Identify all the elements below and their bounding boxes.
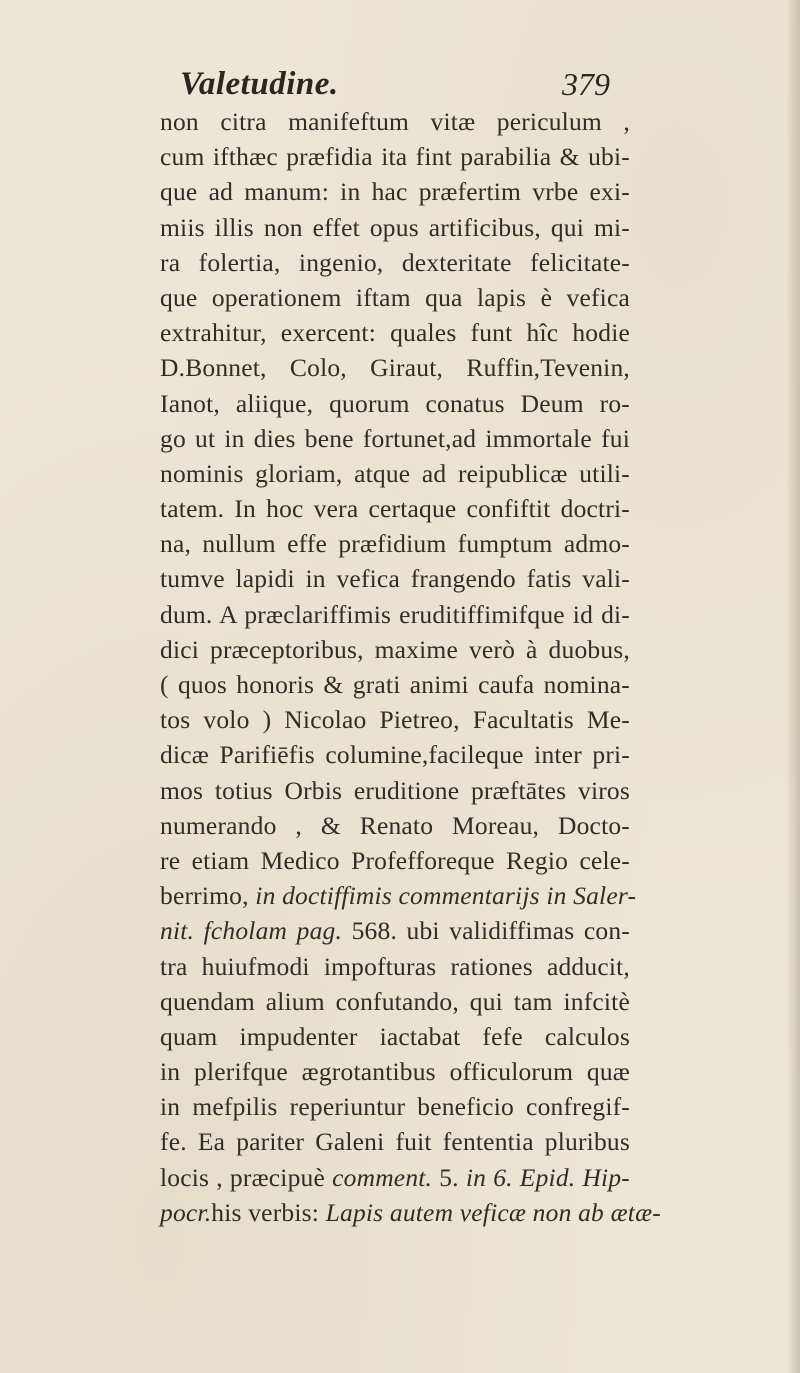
italic-text: pocr. [160, 1197, 212, 1227]
roman-text: que ad manum: in hac præfertim vrbe exi- [160, 177, 630, 207]
roman-text: go ut in dies bene fortunet,ad immortale fui [160, 423, 630, 453]
text-line [160, 949, 630, 984]
roman-text: tra huiufmodi impofturas rationes adducit, [160, 951, 630, 981]
roman-text: cum ifthæc præfidia ita fint parabilia & ubi- [160, 142, 630, 172]
body-text [160, 104, 661, 1230]
text-line [160, 174, 630, 209]
text-line [160, 702, 630, 737]
text-line [160, 245, 630, 280]
text-line [160, 1160, 630, 1195]
roman-text: extrahitur, exercent: quales funt hîc hodie [160, 318, 630, 348]
text-line [160, 1054, 630, 1089]
roman-text: miis illis non effet opus artificibus, qui mi- [160, 212, 630, 242]
text-line [160, 667, 630, 702]
text-line [160, 737, 630, 772]
text-line [160, 808, 630, 843]
italic-text: nit. fcholam pag. [160, 916, 343, 946]
page-number: 379 [562, 66, 610, 102]
italic-text: Lapis autem veficæ non ab ætæ- [325, 1197, 661, 1227]
page-header [170, 66, 610, 106]
roman-text: quam impudenter iactabat fefe calculos [160, 1021, 630, 1051]
roman-text: 568. ubi validiffimas con- [342, 916, 630, 946]
text-line [160, 878, 637, 913]
text-line [160, 1195, 661, 1230]
roman-text: tatem. In hoc vera certaque confiftit doctri- [160, 494, 630, 524]
text-line [160, 1124, 630, 1159]
text-line [160, 491, 630, 526]
text-line [160, 315, 630, 350]
text-line [160, 350, 630, 385]
roman-text: que operationem iftam qua lapis è vefica [160, 282, 630, 312]
italic-text: comment. [332, 1162, 433, 1192]
roman-text: 5. [432, 1162, 466, 1192]
text-line [160, 1089, 630, 1124]
roman-text: his verbis: [211, 1197, 326, 1227]
roman-text: tumve lapidi in vefica frangendo fatis vali- [160, 564, 630, 594]
roman-text: in plerifque ægrotantibus officulorum quæ [160, 1057, 630, 1087]
italic-text: in 6. Epid. Hip- [465, 1162, 630, 1192]
text-line [160, 104, 630, 139]
roman-text: D.Bonnet, Colo, Giraut, Ruffin,Tevenin, [160, 353, 630, 383]
roman-text: locis , præcipuè [160, 1162, 333, 1192]
roman-text: dicæ Parifiēfis columine,facileque inter pri- [160, 740, 630, 770]
roman-text: in mefpilis reperiuntur beneficio confregif- [160, 1092, 630, 1122]
roman-text: quendam alium confutando, qui tam infcitè [160, 986, 630, 1016]
text-line [160, 280, 630, 315]
roman-text: tos volo ) Nicolao Pietreo, Facultatis Me- [160, 705, 630, 735]
text-line [160, 984, 630, 1019]
text-line [160, 526, 630, 561]
text-line [160, 773, 630, 808]
italic-text: in doctiffimis commentarijs in Saler- [255, 881, 637, 911]
text-line [160, 421, 630, 456]
text-line [160, 913, 630, 948]
roman-text: numerando , & Renato Moreau, Docto- [160, 810, 630, 840]
roman-text: nominis gloriam, atque ad reipublicæ utili- [160, 458, 630, 488]
roman-text: non citra manifeftum vitæ periculum , [160, 107, 630, 136]
page-edge-shadow [786, 0, 800, 1373]
roman-text: Ianot, aliique, quorum conatus Deum ro- [160, 388, 630, 418]
roman-text: dum. A præclariffimis eruditiffimifque id di- [160, 599, 630, 629]
text-line [160, 456, 630, 491]
text-line [160, 139, 630, 174]
roman-text: re etiam Medico Profefforeque Regio cele- [160, 845, 630, 875]
text-line [160, 597, 630, 632]
roman-text: mos totius Orbis eruditione præftātes viros [160, 775, 630, 805]
roman-text: ra folertia, ingenio, dexteritate felicitate- [160, 247, 630, 277]
roman-text: berrimo, [160, 881, 256, 911]
roman-text: ( quos honoris & grati animi caufa nomina- [160, 670, 630, 699]
text-line [160, 386, 630, 421]
roman-text: fe. Ea pariter Galeni fuit fententia pluribus [160, 1127, 630, 1157]
text-line [160, 1019, 630, 1054]
text-line [160, 843, 630, 878]
running-head: Valetudine. [180, 66, 339, 102]
text-line [160, 632, 630, 667]
roman-text: dici præceptoribus, maxime verò à duobus, [160, 634, 630, 664]
text-line [160, 561, 630, 596]
text-line [160, 210, 630, 245]
roman-text: na, nullum effe præfidium fumptum admo- [160, 529, 630, 559]
